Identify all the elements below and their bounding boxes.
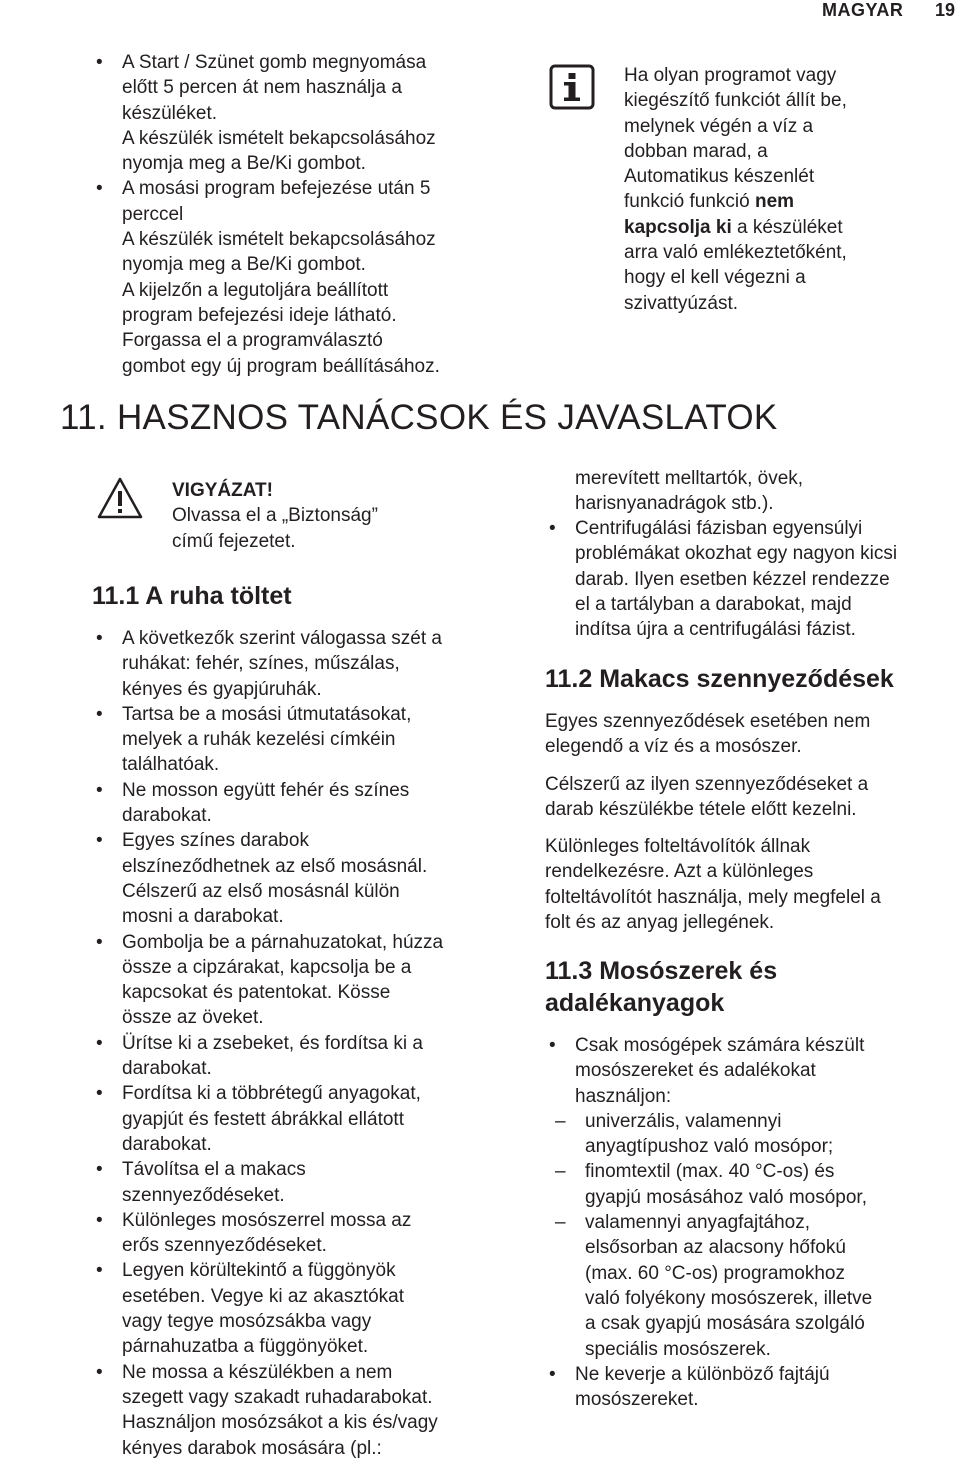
list-item: • Távolítsa el a makacs szennyeződéseket. — [92, 1157, 532, 1208]
info-icon — [549, 64, 595, 110]
list-item: • Ne mosson együtt fehér és színes darabokat. — [92, 778, 532, 829]
list-item: • Fordítsa ki a többrétegű anyagokat, gyapjút és festett ábrákkal ellátott darabokat. — [92, 1081, 532, 1157]
stain-paragraphs — [545, 709, 960, 935]
paragraph: Különleges folteltávolítók állnak rendelkezésre. Azt a különleges folteltávolítót használja, mely megfelel a folt és az anyag jellegének. — [545, 836, 881, 934]
warning-note: VIGYÁZAT! Olvassa el a „Biztonság” című fejezetet. — [172, 478, 492, 554]
top-left-list — [92, 50, 522, 379]
list-item: • Legyen körültekintő a függönyök esetében. Vegye ki az akasztókat vagy tegye mosózsákba vagy párnahuzatba a függönyöket. — [92, 1258, 532, 1359]
list-item: • Egyes színes darabok elszíneződhetnek az első mosásnál. Célszerű az első mosásnál külön mosni a darabokat. — [92, 828, 532, 929]
list-item: • Ürítse ki a zsebeket, és fordítsa ki a darabokat. — [92, 1031, 532, 1082]
spin-balance-list — [545, 516, 960, 642]
list-item: • Csak mosógépek számára készült mosószereket és adalékokat használjon: – univerzális, valamennyi anyagtípushoz való mosópor; – finomtextil (max. 40 °C-os) és gyapjú mosásához való mosópor, – valamennyi anyagfajtához, elsősorban az alacsony hőfokú (max. 60 °C-os) programokhoz való folyékony mosószerek, illetve a csak gyapjú mosására szolgáló speciális mosószerek. — [545, 1033, 960, 1362]
header-language: MAGYAR — [822, 0, 904, 20]
warning-triangle-icon — [96, 476, 144, 520]
warning-title: VIGYÁZAT! — [172, 480, 273, 501]
list-item: – valamennyi anyagfajtához, elsősorban az alacsony hőfokú (max. 60 °C-os) programokhoz való folyékony mosószerek, illetve a csak gyapjú mosására szolgáló speciális mosószerek. — [545, 1210, 960, 1362]
list-item: – univerzális, valamennyi anyagtípushoz való mosópor; — [545, 1109, 960, 1160]
list-item: • Ne keverje a különböző fajtájú mosószereket. — [545, 1362, 960, 1413]
subsection-11-1 — [92, 580, 532, 612]
list-item: • Gombolja be a párnahuzatokat, húzza össze a cipzárakat, kapcsolja be a kapcsokat és patentokat. Kösse össze az öveket. — [92, 930, 532, 1031]
list-item: • A Start / Szünet gomb megnyomása előtt 5 percen át nem használja a készüléket. A készülék ismételt bekapcsolásához nyomja meg a Be/Ki gombot. — [92, 50, 522, 176]
paragraph: Egyes szennyeződések esetében nem elegendő a víz és a mosószer. — [545, 711, 871, 758]
info-note: Ha olyan programot vagy kiegészítő funkciót állít be, melynek végén a víz a dobban marad, a Automatikus készenlét funkció funkció nem kapcsolja ki a készüléket arra való emlékeztetőként, hogy el kell végezni a szivattyúzást. — [624, 65, 847, 314]
page-number: 19 — [935, 0, 956, 20]
list-item: • A mosási program befejezése után 5 perccel A készülék ismételt bekapcsolásához nyomja meg a Be/Ki gombot. A kijelzőn a legutoljára beállított program befejezési ideje látható. Forgassa el a programválasztó gombot egy új program beállításához. — [92, 176, 522, 378]
section-title: 11. HASZNOS TANÁCSOK ÉS JAVASLATOK — [60, 398, 778, 437]
right-continuation: merevített melltartók, övek, harisnyanadrágok stb.). — [575, 468, 804, 515]
list-item: • Centrifugálási fázisban egyensúlyi problémákat okozhat egy nagyon kicsi darab. Ilyen esetben kézzel rendezze el a tartályban a darabokat, majd indítsa újra a centrifugálási fázist. — [545, 516, 960, 642]
list-item: • A következők szerint válogassa szét a ruhákat: fehér, színes, műszálas, kényes és gyapjúruhák. — [92, 626, 532, 702]
subsection-11-3 — [545, 955, 960, 1019]
subsection-title: 11.3 Mosószerek és adalékanyagok — [545, 957, 778, 1017]
detergent-types — [545, 1109, 960, 1362]
subsection-11-2 — [545, 663, 960, 695]
laundry-list — [92, 626, 532, 1461]
list-item: • Különleges mosószerrel mossa az erős szennyeződéseket. — [92, 1208, 532, 1259]
list-item: • Tartsa be a mosási útmutatásokat, melyek a ruhák kezelési címkéin találhatóak. — [92, 702, 532, 778]
subsection-title: 11.2 Makacs szennyeződések — [545, 665, 894, 693]
list-item: • Ne mossa a készülékben a nem szegett vagy szakadt ruhadarabokat. Használjon mosózsákot a kis és/vagy kényes darabok mosására (pl.: — [92, 1360, 532, 1461]
list-item: – finomtextil (max. 40 °C-os) és gyapjú mosásához való mosópor, — [545, 1159, 960, 1210]
detergent-list — [545, 1033, 960, 1412]
subsection-title: 11.1 A ruha töltet — [92, 582, 292, 610]
paragraph: Célszerű az ilyen szennyeződéseket a darab készülékbe tétele előtt kezelni. — [545, 773, 869, 820]
